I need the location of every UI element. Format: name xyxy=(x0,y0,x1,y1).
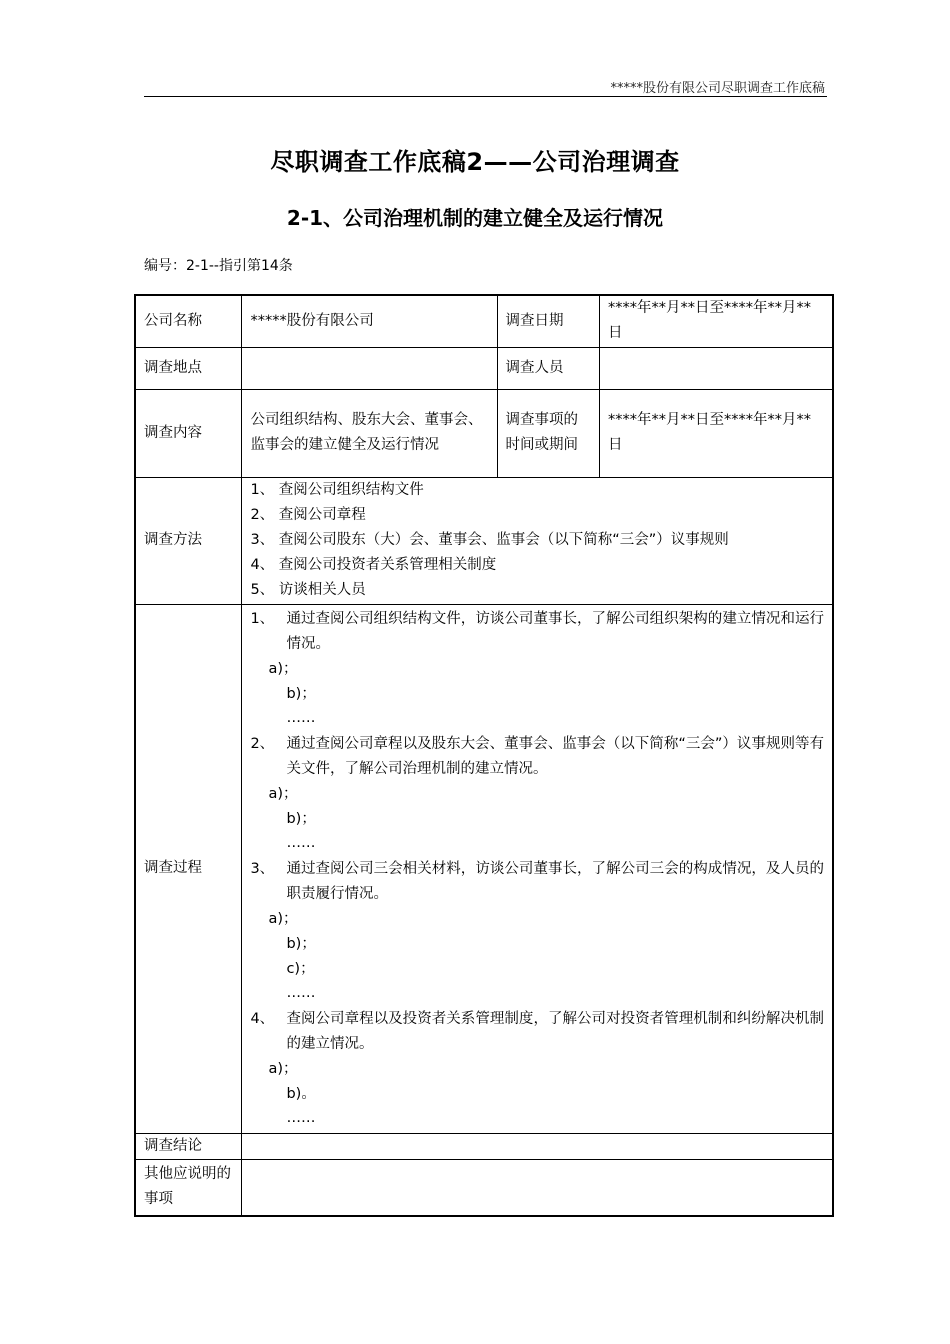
table-row xyxy=(135,604,833,1133)
step-text: 查阅公司章程以及投资者关系管理制度，了解公司对投资者管理机制和纠纷解决机制的建立情况。 xyxy=(286,1010,824,1052)
sub-item: c)； xyxy=(286,960,315,977)
ellipsis: …… xyxy=(286,834,316,851)
step-number: 1、 xyxy=(250,610,275,627)
survey-date-value: ****年**月**日至****年**月**日 xyxy=(599,295,833,347)
sub-item: b)； xyxy=(286,935,316,952)
sub-item: a)； xyxy=(268,660,298,677)
process-step xyxy=(250,857,824,907)
location-label: 调查地点 xyxy=(135,347,242,389)
sub-item: a)； xyxy=(268,785,298,802)
list-item: 4、 查阅公司投资者关系管理相关制度 xyxy=(250,557,497,573)
ellipsis: …… xyxy=(286,984,316,1001)
company-name-label: 公司名称 xyxy=(135,295,242,347)
list-item: 1、 查阅公司组织结构文件 xyxy=(250,482,424,498)
document-title: 尽职调查工作底稿2——公司治理调查 xyxy=(270,148,680,176)
process-step xyxy=(250,732,824,782)
method-label: 调查方法 xyxy=(135,477,242,604)
step-number: 3、 xyxy=(250,860,275,877)
survey-table xyxy=(134,294,834,1217)
step-number: 2、 xyxy=(250,735,275,752)
table-row xyxy=(135,347,833,389)
sub-item: b)。 xyxy=(286,1085,316,1102)
step-number: 4、 xyxy=(250,1010,275,1027)
sub-item: b)； xyxy=(286,810,316,827)
step-text: 通过查阅公司章程以及股东大会、董事会、监事会（以下简称“三会”）议事规则等有关文件，了解公司治理机制的建立情况。 xyxy=(286,735,824,777)
table-row xyxy=(135,389,833,477)
process-step xyxy=(250,1007,824,1057)
location-value xyxy=(242,347,497,389)
sub-item: a)； xyxy=(268,1060,298,1077)
table-row xyxy=(135,1133,833,1159)
conclusion-label: 调查结论 xyxy=(135,1133,242,1159)
list-item: 3、 查阅公司股东（大）会、董事会、监事会（以下简称“三会”）议事规则 xyxy=(250,532,729,548)
sub-item: a)； xyxy=(268,910,298,927)
period-value: ****年**月**日至****年**月**日 xyxy=(599,389,833,477)
ellipsis: …… xyxy=(286,1109,316,1126)
table-row xyxy=(135,477,833,604)
document-number: 编号：2-1--指引第14条 xyxy=(144,258,293,274)
survey-date-label: 调查日期 xyxy=(497,295,599,347)
content-label: 调查内容 xyxy=(135,389,242,477)
company-name-value: *****股份有限公司 xyxy=(242,295,497,347)
table-row xyxy=(135,1159,833,1216)
period-label: 调查事项的时间或期间 xyxy=(497,389,599,477)
process-content xyxy=(242,604,833,1133)
sub-item: b)； xyxy=(286,685,316,702)
running-header: *****股份有限公司尽职调查工作底稿 xyxy=(610,81,825,96)
list-item: 2、 查阅公司章程 xyxy=(250,507,366,523)
other-matters-value xyxy=(242,1159,833,1216)
personnel-value xyxy=(599,347,833,389)
conclusion-value xyxy=(242,1133,833,1159)
other-matters-label: 其他应说明的事项 xyxy=(135,1159,242,1216)
personnel-label: 调查人员 xyxy=(497,347,599,389)
header-divider xyxy=(144,96,827,97)
list-item: 5、 访谈相关人员 xyxy=(250,582,366,598)
step-text: 通过查阅公司三会相关材料，访谈公司董事长，了解公司三会的构成情况，及人员的职责履行情况。 xyxy=(286,860,824,902)
content-value: 公司组织结构、股东大会、董事会、监事会的建立健全及运行情况 xyxy=(242,389,497,477)
document-subtitle: 2-1、公司治理机制的建立健全及运行情况 xyxy=(286,206,664,230)
step-text: 通过查阅公司组织结构文件，访谈公司董事长，了解公司组织架构的建立情况和运行情况。 xyxy=(286,610,824,652)
ellipsis: …… xyxy=(286,709,316,726)
process-step xyxy=(250,607,824,657)
table-row xyxy=(135,295,833,347)
method-list xyxy=(242,477,833,604)
process-label: 调查过程 xyxy=(135,604,242,1133)
